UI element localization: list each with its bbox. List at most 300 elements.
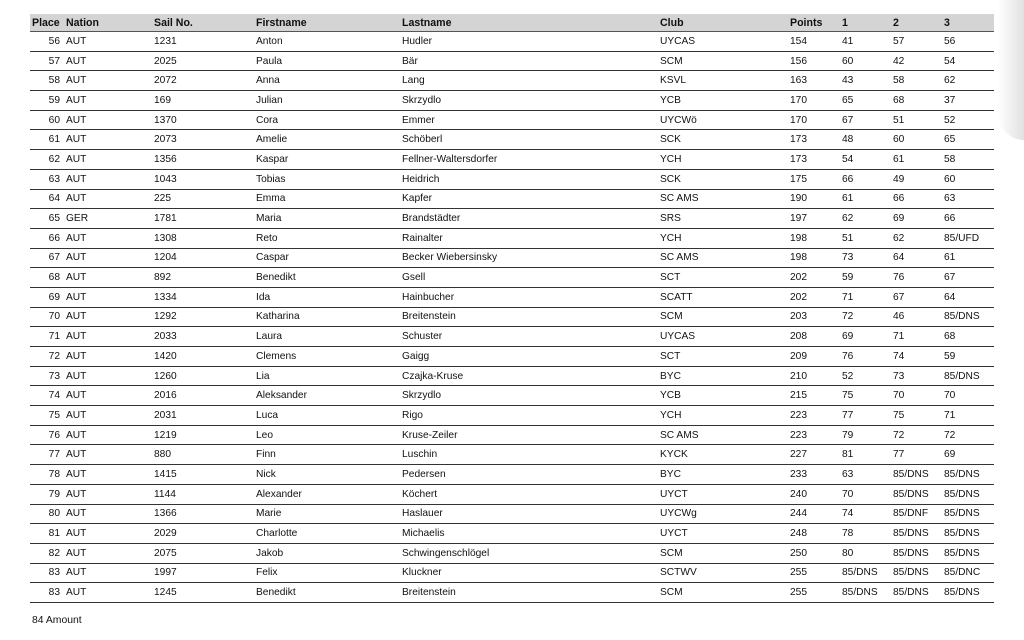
cell-club: YCH — [658, 228, 788, 248]
cell-club: SCATT — [658, 287, 788, 307]
cell-nation: AUT — [64, 327, 152, 347]
cell-race-3: 85/DNS — [942, 543, 994, 563]
cell-race-2: 61 — [891, 150, 942, 170]
cell-race-3: 66 — [942, 209, 994, 229]
cell-points: 248 — [788, 524, 840, 544]
cell-lastname: Emmer — [400, 110, 658, 130]
cell-sail-no: 1292 — [152, 307, 254, 327]
cell-sail-no: 1420 — [152, 347, 254, 367]
cell-race-2: 85/DNS — [891, 484, 942, 504]
cell-lastname: Breitenstein — [400, 583, 658, 603]
cell-race-3: 60 — [942, 169, 994, 189]
cell-lastname: Haslauer — [400, 504, 658, 524]
cell-race-3: 85/DNC — [942, 563, 994, 583]
cell-lastname: Rainalter — [400, 228, 658, 248]
cell-firstname: Leo — [254, 425, 400, 445]
cell-sail-no: 1997 — [152, 563, 254, 583]
table-row — [30, 327, 994, 347]
cell-race-2: 66 — [891, 189, 942, 209]
column-header-nation: Nation — [64, 14, 152, 32]
cell-race-3: 85/DNS — [942, 583, 994, 603]
cell-race-3: 59 — [942, 347, 994, 367]
cell-place: 75 — [30, 406, 64, 426]
cell-race-3: 56 — [942, 32, 994, 52]
cell-points: 198 — [788, 248, 840, 268]
cell-club: UYCWg — [658, 504, 788, 524]
cell-race-1: 85/DNS — [840, 563, 891, 583]
cell-nation: AUT — [64, 425, 152, 445]
column-header-race-2: 2 — [891, 14, 942, 32]
cell-place: 83 — [30, 563, 64, 583]
cell-firstname: Nick — [254, 465, 400, 485]
cell-race-2: 62 — [891, 228, 942, 248]
cell-race-3: 54 — [942, 51, 994, 71]
cell-race-1: 41 — [840, 32, 891, 52]
cell-nation: AUT — [64, 484, 152, 504]
cell-race-1: 74 — [840, 504, 891, 524]
cell-race-3: 85/DNS — [942, 307, 994, 327]
cell-place: 69 — [30, 287, 64, 307]
cell-place: 83 — [30, 583, 64, 603]
cell-sail-no: 1334 — [152, 287, 254, 307]
table-row — [30, 91, 994, 111]
table-row — [30, 425, 994, 445]
cell-race-1: 71 — [840, 287, 891, 307]
cell-place: 70 — [30, 307, 64, 327]
cell-points: 208 — [788, 327, 840, 347]
cell-race-2: 85/DNS — [891, 583, 942, 603]
cell-sail-no: 1415 — [152, 465, 254, 485]
cell-race-1: 77 — [840, 406, 891, 426]
cell-nation: AUT — [64, 386, 152, 406]
cell-club: SCK — [658, 169, 788, 189]
cell-race-2: 64 — [891, 248, 942, 268]
cell-nation: GER — [64, 209, 152, 229]
column-header-firstname: Firstname — [254, 14, 400, 32]
cell-lastname: Schwingenschlögel — [400, 543, 658, 563]
cell-sail-no: 880 — [152, 445, 254, 465]
table-row — [30, 110, 994, 130]
cell-sail-no: 2025 — [152, 51, 254, 71]
cell-nation: AUT — [64, 189, 152, 209]
cell-race-2: 49 — [891, 169, 942, 189]
cell-club: UYCWö — [658, 110, 788, 130]
cell-sail-no: 1260 — [152, 366, 254, 386]
cell-club: SCT — [658, 268, 788, 288]
cell-points: 255 — [788, 563, 840, 583]
cell-firstname: Katharina — [254, 307, 400, 327]
cell-place: 80 — [30, 504, 64, 524]
amount-footer: 84 Amount — [32, 615, 82, 626]
cell-lastname: Pedersen — [400, 465, 658, 485]
cell-sail-no: 2075 — [152, 543, 254, 563]
table-row — [30, 189, 994, 209]
cell-nation: AUT — [64, 32, 152, 52]
cell-race-1: 48 — [840, 130, 891, 150]
cell-points: 223 — [788, 406, 840, 426]
cell-points: 170 — [788, 110, 840, 130]
cell-firstname: Clemens — [254, 347, 400, 367]
cell-race-2: 71 — [891, 327, 942, 347]
table-row — [30, 209, 994, 229]
cell-race-2: 72 — [891, 425, 942, 445]
cell-points: 202 — [788, 287, 840, 307]
cell-sail-no: 225 — [152, 189, 254, 209]
cell-lastname: Gaigg — [400, 347, 658, 367]
cell-points: 233 — [788, 465, 840, 485]
cell-points: 250 — [788, 543, 840, 563]
cell-race-2: 85/DNS — [891, 543, 942, 563]
cell-points: 173 — [788, 130, 840, 150]
cell-race-3: 72 — [942, 425, 994, 445]
cell-lastname: Bär — [400, 51, 658, 71]
cell-sail-no: 1219 — [152, 425, 254, 445]
cell-sail-no: 1366 — [152, 504, 254, 524]
cell-nation: AUT — [64, 248, 152, 268]
table-row — [30, 51, 994, 71]
cell-points: 240 — [788, 484, 840, 504]
cell-race-1: 76 — [840, 347, 891, 367]
table-row — [30, 563, 994, 583]
cell-sail-no: 2029 — [152, 524, 254, 544]
cell-nation: AUT — [64, 71, 152, 91]
cell-lastname: Heidrich — [400, 169, 658, 189]
table-row — [30, 71, 994, 91]
cell-race-3: 85/UFD — [942, 228, 994, 248]
cell-firstname: Felix — [254, 563, 400, 583]
cell-race-2: 76 — [891, 268, 942, 288]
cell-race-1: 59 — [840, 268, 891, 288]
cell-club: KYCK — [658, 445, 788, 465]
cell-firstname: Cora — [254, 110, 400, 130]
cell-race-1: 62 — [840, 209, 891, 229]
cell-lastname: Rigo — [400, 406, 658, 426]
cell-place: 64 — [30, 189, 64, 209]
cell-place: 81 — [30, 524, 64, 544]
cell-place: 57 — [30, 51, 64, 71]
cell-race-1: 69 — [840, 327, 891, 347]
column-header-race-1: 1 — [840, 14, 891, 32]
cell-nation: AUT — [64, 91, 152, 111]
cell-race-2: 74 — [891, 347, 942, 367]
cell-nation: AUT — [64, 110, 152, 130]
cell-nation: AUT — [64, 347, 152, 367]
cell-place: 71 — [30, 327, 64, 347]
table-row — [30, 543, 994, 563]
cell-race-1: 72 — [840, 307, 891, 327]
cell-place: 63 — [30, 169, 64, 189]
cell-place: 72 — [30, 347, 64, 367]
table-row — [30, 445, 994, 465]
cell-place: 59 — [30, 91, 64, 111]
cell-club: SC AMS — [658, 248, 788, 268]
cell-sail-no: 1308 — [152, 228, 254, 248]
cell-firstname: Lia — [254, 366, 400, 386]
cell-points: 175 — [788, 169, 840, 189]
cell-race-3: 70 — [942, 386, 994, 406]
cell-race-2: 46 — [891, 307, 942, 327]
cell-place: 60 — [30, 110, 64, 130]
table-row — [30, 150, 994, 170]
cell-club: UYCT — [658, 524, 788, 544]
cell-race-2: 85/DNS — [891, 563, 942, 583]
results-table-header — [30, 14, 994, 32]
cell-race-1: 63 — [840, 465, 891, 485]
cell-nation: AUT — [64, 406, 152, 426]
cell-firstname: Kaspar — [254, 150, 400, 170]
cell-points: 197 — [788, 209, 840, 229]
cell-sail-no: 1231 — [152, 32, 254, 52]
cell-race-2: 57 — [891, 32, 942, 52]
cell-sail-no: 1356 — [152, 150, 254, 170]
cell-race-1: 43 — [840, 71, 891, 91]
table-row — [30, 130, 994, 150]
cell-nation: AUT — [64, 465, 152, 485]
cell-race-2: 70 — [891, 386, 942, 406]
cell-race-2: 67 — [891, 287, 942, 307]
cell-club: YCB — [658, 386, 788, 406]
cell-race-1: 70 — [840, 484, 891, 504]
cell-nation: AUT — [64, 504, 152, 524]
cell-sail-no: 1781 — [152, 209, 254, 229]
cell-nation: AUT — [64, 51, 152, 71]
cell-points: 156 — [788, 51, 840, 71]
cell-firstname: Jakob — [254, 543, 400, 563]
cell-race-1: 66 — [840, 169, 891, 189]
cell-club: UYCT — [658, 484, 788, 504]
cell-nation: AUT — [64, 268, 152, 288]
cell-sail-no: 892 — [152, 268, 254, 288]
cell-sail-no: 2031 — [152, 406, 254, 426]
cell-nation: AUT — [64, 583, 152, 603]
column-header-points: Points — [788, 14, 840, 32]
cell-lastname: Gsell — [400, 268, 658, 288]
cell-firstname: Anna — [254, 71, 400, 91]
cell-firstname: Alexander — [254, 484, 400, 504]
cell-race-2: 51 — [891, 110, 942, 130]
cell-lastname: Brandstädter — [400, 209, 658, 229]
cell-sail-no: 169 — [152, 91, 254, 111]
cell-points: 170 — [788, 91, 840, 111]
cell-lastname: Köchert — [400, 484, 658, 504]
cell-race-2: 77 — [891, 445, 942, 465]
cell-race-2: 85/DNS — [891, 465, 942, 485]
cell-points: 210 — [788, 366, 840, 386]
cell-race-3: 69 — [942, 445, 994, 465]
cell-race-3: 65 — [942, 130, 994, 150]
cell-club: BYC — [658, 465, 788, 485]
table-row — [30, 366, 994, 386]
cell-race-2: 68 — [891, 91, 942, 111]
cell-points: 198 — [788, 228, 840, 248]
cell-points: 255 — [788, 583, 840, 603]
cell-club: BYC — [658, 366, 788, 386]
cell-race-3: 37 — [942, 91, 994, 111]
cell-race-1: 81 — [840, 445, 891, 465]
cell-race-1: 52 — [840, 366, 891, 386]
cell-place: 61 — [30, 130, 64, 150]
cell-club: SCM — [658, 307, 788, 327]
cell-lastname: Skrzydlo — [400, 386, 658, 406]
cell-club: SCTWV — [658, 563, 788, 583]
cell-place: 58 — [30, 71, 64, 91]
cell-nation: AUT — [64, 307, 152, 327]
cell-firstname: Reto — [254, 228, 400, 248]
table-row — [30, 484, 994, 504]
cell-lastname: Lang — [400, 71, 658, 91]
cell-place: 74 — [30, 386, 64, 406]
cell-firstname: Marie — [254, 504, 400, 524]
cell-club: YCB — [658, 91, 788, 111]
cell-nation: AUT — [64, 563, 152, 583]
cell-club: UYCAS — [658, 32, 788, 52]
cell-lastname: Hainbucher — [400, 287, 658, 307]
cell-place: 68 — [30, 268, 64, 288]
page-edge-shadow — [998, 0, 1024, 140]
column-header-sail-no: Sail No. — [152, 14, 254, 32]
cell-nation: AUT — [64, 445, 152, 465]
column-header-place: Place — [30, 14, 64, 32]
results-table-body — [30, 32, 994, 603]
table-row — [30, 386, 994, 406]
cell-club: UYCAS — [658, 327, 788, 347]
cell-race-2: 42 — [891, 51, 942, 71]
cell-sail-no: 2033 — [152, 327, 254, 347]
results-table — [30, 14, 994, 603]
cell-lastname: Kluckner — [400, 563, 658, 583]
cell-sail-no: 1370 — [152, 110, 254, 130]
cell-place: 65 — [30, 209, 64, 229]
table-row — [30, 307, 994, 327]
cell-place: 66 — [30, 228, 64, 248]
cell-firstname: Laura — [254, 327, 400, 347]
cell-points: 227 — [788, 445, 840, 465]
table-row — [30, 268, 994, 288]
table-row — [30, 32, 994, 52]
cell-race-1: 67 — [840, 110, 891, 130]
cell-club: YCH — [658, 150, 788, 170]
cell-points: 154 — [788, 32, 840, 52]
cell-lastname: Becker Wiebersinsky — [400, 248, 658, 268]
cell-race-1: 80 — [840, 543, 891, 563]
cell-place: 56 — [30, 32, 64, 52]
cell-nation: AUT — [64, 366, 152, 386]
cell-race-1: 73 — [840, 248, 891, 268]
cell-firstname: Luca — [254, 406, 400, 426]
cell-race-2: 58 — [891, 71, 942, 91]
table-row — [30, 524, 994, 544]
cell-firstname: Tobias — [254, 169, 400, 189]
cell-lastname: Fellner-Waltersdorfer — [400, 150, 658, 170]
cell-sail-no: 1043 — [152, 169, 254, 189]
cell-place: 82 — [30, 543, 64, 563]
cell-place: 62 — [30, 150, 64, 170]
cell-points: 223 — [788, 425, 840, 445]
cell-place: 76 — [30, 425, 64, 445]
cell-lastname: Michaelis — [400, 524, 658, 544]
table-row — [30, 248, 994, 268]
cell-race-3: 85/DNS — [942, 504, 994, 524]
cell-race-2: 85/DNF — [891, 504, 942, 524]
table-row — [30, 504, 994, 524]
cell-race-2: 75 — [891, 406, 942, 426]
cell-points: 190 — [788, 189, 840, 209]
cell-firstname: Aleksander — [254, 386, 400, 406]
table-row — [30, 465, 994, 485]
cell-nation: AUT — [64, 524, 152, 544]
cell-lastname: Czajka-Kruse — [400, 366, 658, 386]
cell-nation: AUT — [64, 169, 152, 189]
cell-nation: AUT — [64, 130, 152, 150]
cell-lastname: Hudler — [400, 32, 658, 52]
cell-race-1: 61 — [840, 189, 891, 209]
cell-race-2: 69 — [891, 209, 942, 229]
cell-club: SCM — [658, 543, 788, 563]
cell-lastname: Breitenstein — [400, 307, 658, 327]
cell-club: SRS — [658, 209, 788, 229]
cell-firstname: Emma — [254, 189, 400, 209]
cell-place: 78 — [30, 465, 64, 485]
cell-firstname: Amelie — [254, 130, 400, 150]
cell-lastname: Luschin — [400, 445, 658, 465]
cell-nation: AUT — [64, 287, 152, 307]
cell-firstname: Finn — [254, 445, 400, 465]
cell-points: 215 — [788, 386, 840, 406]
cell-race-3: 52 — [942, 110, 994, 130]
column-header-club: Club — [658, 14, 788, 32]
cell-nation: AUT — [64, 228, 152, 248]
cell-club: SC AMS — [658, 189, 788, 209]
cell-race-3: 61 — [942, 248, 994, 268]
cell-lastname: Kruse-Zeiler — [400, 425, 658, 445]
column-header-race-3: 3 — [942, 14, 994, 32]
cell-club: SCM — [658, 51, 788, 71]
cell-club: SC AMS — [658, 425, 788, 445]
cell-race-3: 71 — [942, 406, 994, 426]
cell-firstname: Julian — [254, 91, 400, 111]
cell-firstname: Ida — [254, 287, 400, 307]
cell-sail-no: 1204 — [152, 248, 254, 268]
cell-club: KSVL — [658, 71, 788, 91]
cell-lastname: Kapfer — [400, 189, 658, 209]
cell-race-1: 54 — [840, 150, 891, 170]
cell-race-1: 79 — [840, 425, 891, 445]
cell-club: YCH — [658, 406, 788, 426]
cell-race-3: 63 — [942, 189, 994, 209]
cell-race-3: 62 — [942, 71, 994, 91]
cell-race-1: 65 — [840, 91, 891, 111]
cell-race-1: 75 — [840, 386, 891, 406]
cell-race-1: 60 — [840, 51, 891, 71]
cell-place: 67 — [30, 248, 64, 268]
cell-points: 244 — [788, 504, 840, 524]
cell-firstname: Maria — [254, 209, 400, 229]
cell-firstname: Charlotte — [254, 524, 400, 544]
cell-club: SCK — [658, 130, 788, 150]
cell-race-3: 85/DNS — [942, 484, 994, 504]
cell-nation: AUT — [64, 150, 152, 170]
header-row — [30, 14, 994, 32]
table-row — [30, 583, 994, 603]
cell-race-2: 85/DNS — [891, 524, 942, 544]
table-row — [30, 406, 994, 426]
table-row — [30, 287, 994, 307]
cell-sail-no: 2072 — [152, 71, 254, 91]
column-header-lastname: Lastname — [400, 14, 658, 32]
cell-sail-no: 1245 — [152, 583, 254, 603]
cell-firstname: Caspar — [254, 248, 400, 268]
cell-place: 77 — [30, 445, 64, 465]
